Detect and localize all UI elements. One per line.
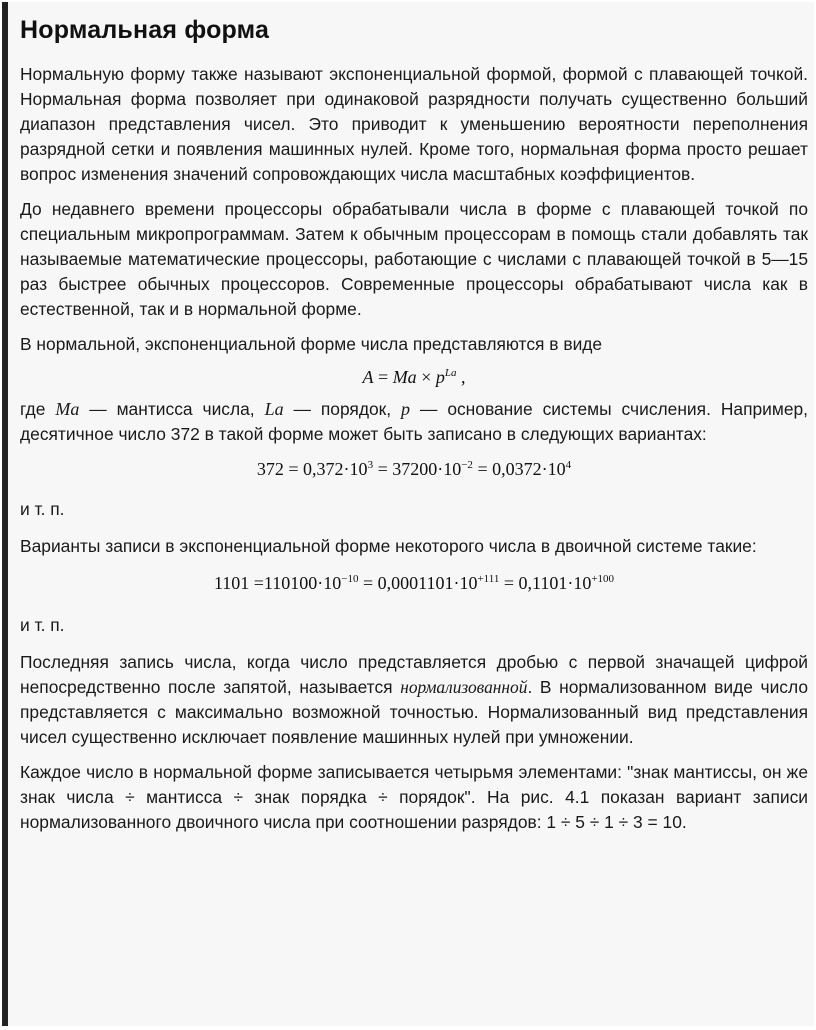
section-title: Нормальная форма bbox=[20, 16, 270, 44]
def-la: La bbox=[264, 399, 284, 419]
normalized-term: нормализованной bbox=[400, 677, 528, 697]
formula2-exp-a: 3 bbox=[367, 459, 374, 471]
formula-times: × bbox=[416, 367, 436, 387]
paragraph-normal-form-intro: В нормальной, экспоненциальной форме числа представляются в виде bbox=[20, 334, 603, 354]
paragraph-normalized bbox=[20, 650, 808, 750]
paragraph-intro: Нормальную форму также называют экспоненциальной формой, формой с плавающей точкой. Нормальная форма позволяет при одинаковой разрядности получать существенно больший диапазон представления чисел. Это приводит к уменьшению вероятности переполнения разрядной сетки и появления машинных нулей. Кроме того, нормальная форма просто решает вопрос изменения значений сопровождающих числа масштабных коэффициентов. bbox=[20, 64, 808, 184]
document-body bbox=[20, 62, 808, 845]
def-text-2: — мантисса числа, bbox=[79, 399, 265, 419]
def-text-1: где bbox=[20, 399, 56, 419]
formula-exponent: La bbox=[444, 367, 457, 379]
def-text-3: — порядок, bbox=[283, 399, 402, 419]
formula2-part-c: = 0,0372·10 bbox=[472, 459, 566, 479]
formula2-part-b: = 37200·10 bbox=[373, 459, 462, 479]
def-ma: Ma bbox=[55, 399, 80, 419]
formula3-exp-b: +111 bbox=[477, 573, 500, 585]
formula2-exp-c: 4 bbox=[565, 459, 572, 471]
etc-text-1: и т. п. bbox=[20, 499, 65, 519]
etc-text-2: и т. п. bbox=[20, 615, 65, 635]
formula3-exp-c: +100 bbox=[591, 573, 615, 585]
paragraph-binary-variants: Варианты записи в экспоненциальной форме некоторого числа в двоичной системе такие: bbox=[20, 536, 757, 556]
def-p: p bbox=[401, 399, 411, 419]
document-page bbox=[2, 2, 814, 1026]
def-text-4: — основание системы счисления. Например, десятичное число 372 в такой форме может быть записано в следующих вариантах: bbox=[20, 399, 809, 444]
paragraph-processors: До недавнего времени процессоры обрабатывали числа в форме с плавающей точкой по специальным микропрограммам. Затем к обычным процессорам в помощь стали добавлять так называемые математические процессоры, работающие с числами с плавающей точкой в 5—15 раз быстрее обычных процессоров. Современные процессоры обрабатывают числа как в естественной, так и в нормальной форме. bbox=[20, 199, 808, 319]
formula3-part-b: = 0,0001101·10 bbox=[358, 573, 478, 593]
formula-decimal-example bbox=[20, 455, 808, 483]
formula-normal-form bbox=[20, 363, 808, 391]
left-border-bar bbox=[2, 2, 8, 1026]
formula3-exp-a: −10 bbox=[341, 573, 359, 585]
formula3-part-c: = 0,1101·10 bbox=[499, 573, 592, 593]
formula-mantissa: Ma bbox=[392, 367, 417, 387]
formula-tail: , bbox=[456, 367, 466, 387]
formula-eq: = bbox=[373, 367, 393, 387]
normalized-text-a: Последняя запись числа, когда число представляется дробью с первой значащей цифрой непосредственно после запятой, называется bbox=[20, 652, 808, 697]
formula2-exp-b: −2 bbox=[461, 459, 473, 471]
formula-base: p bbox=[435, 367, 445, 387]
formula3-part-a: 1101 =110100·10 bbox=[213, 573, 342, 593]
normalized-text-b: . В нормализованном виде число представляется с максимально возможной точностью. Нормализованный вид представления чисел существенно исключает появление машинных нулей при умножении. bbox=[20, 677, 808, 747]
paragraph-definitions bbox=[20, 397, 808, 447]
formula-binary-example bbox=[20, 569, 808, 597]
formula-lhs: A bbox=[362, 367, 374, 387]
paragraph-four-elements: Каждое число в нормальной форме записывается четырьмя элементами: "знак мантиссы, он же знак числа ÷ мантисса ÷ знак порядка ÷ порядок". На рис. 4.1 показан вариант записи нормализованного двоичного числа при соотношении разрядов: 1 ÷ 5 ÷ 1 ÷ 3 = 10. bbox=[20, 762, 808, 832]
formula2-part-a: 372 = 0,372·10 bbox=[256, 459, 368, 479]
